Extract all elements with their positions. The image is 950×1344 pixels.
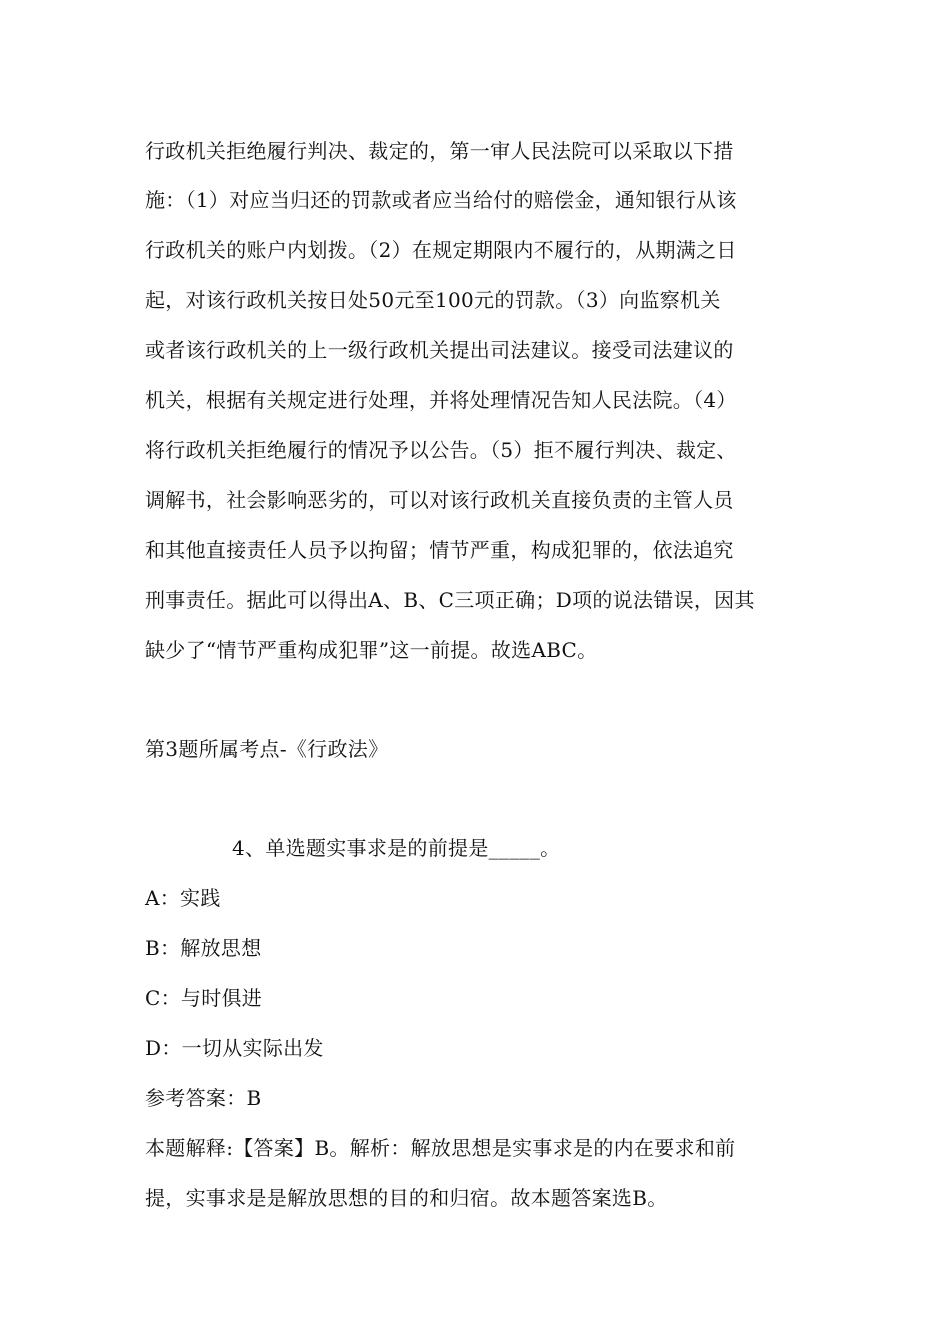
- explanation-line-7: 将行政机关拒绝履行的情况予以公告。（5）拒不履行判决、裁定、: [145, 438, 737, 462]
- explanation-line-1: 行政机关拒绝履行判决、裁定的，第一审人民法院可以采取以下措: [145, 139, 734, 163]
- explanation-line-11: 缺少了“情节严重构成犯罪”这一前提。故选ABC。: [145, 638, 598, 662]
- option-d: D：一切从实际出发: [145, 1036, 324, 1060]
- q3-topic: 第3题所属考点-《行政法》: [145, 737, 389, 761]
- question-stem: 4、单选题实事求是的前提是_____。: [232, 836, 561, 860]
- option-c: C：与时俱进: [145, 986, 263, 1010]
- reference-answer: 参考答案：B: [145, 1086, 262, 1110]
- explanation-line-4: 起，对该行政机关按日处50元至100元的罚款。（3）向监察机关: [145, 288, 721, 312]
- explanation-line-5: 或者该行政机关的上一级行政机关提出司法建议。接受司法建议的: [145, 338, 734, 362]
- explanation-line-6: 机关，根据有关规定进行处理，并将处理情况告知人民法院。（4）: [145, 388, 737, 412]
- option-b: B：解放思想: [145, 936, 262, 960]
- explanation-line-2: 施：（1）对应当归还的罚款或者应当给付的赔偿金，通知银行从该: [145, 188, 737, 212]
- explanation-line-9: 和其他直接责任人员予以拘留；情节严重，构成犯罪的，依法追究: [145, 538, 734, 562]
- answer-explanation-line-2: 提，实事求是是解放思想的目的和归宿。故本题答案选B。: [145, 1186, 668, 1210]
- explanation-line-10: 刑事责任。据此可以得出A、B、C三项正确；D项的说法错误，因其: [145, 588, 755, 612]
- answer-explanation-line-1: 本题解释:【答案】B。解析：解放思想是实事求是的内在要求和前: [145, 1136, 736, 1160]
- explanation-line-8: 调解书，社会影响恶劣的，可以对该行政机关直接负责的主管人员: [145, 488, 734, 512]
- option-a: A：实践: [145, 886, 221, 910]
- explanation-line-3: 行政机关的账户内划拨。（2）在规定期限内不履行的，从期满之日: [145, 238, 737, 262]
